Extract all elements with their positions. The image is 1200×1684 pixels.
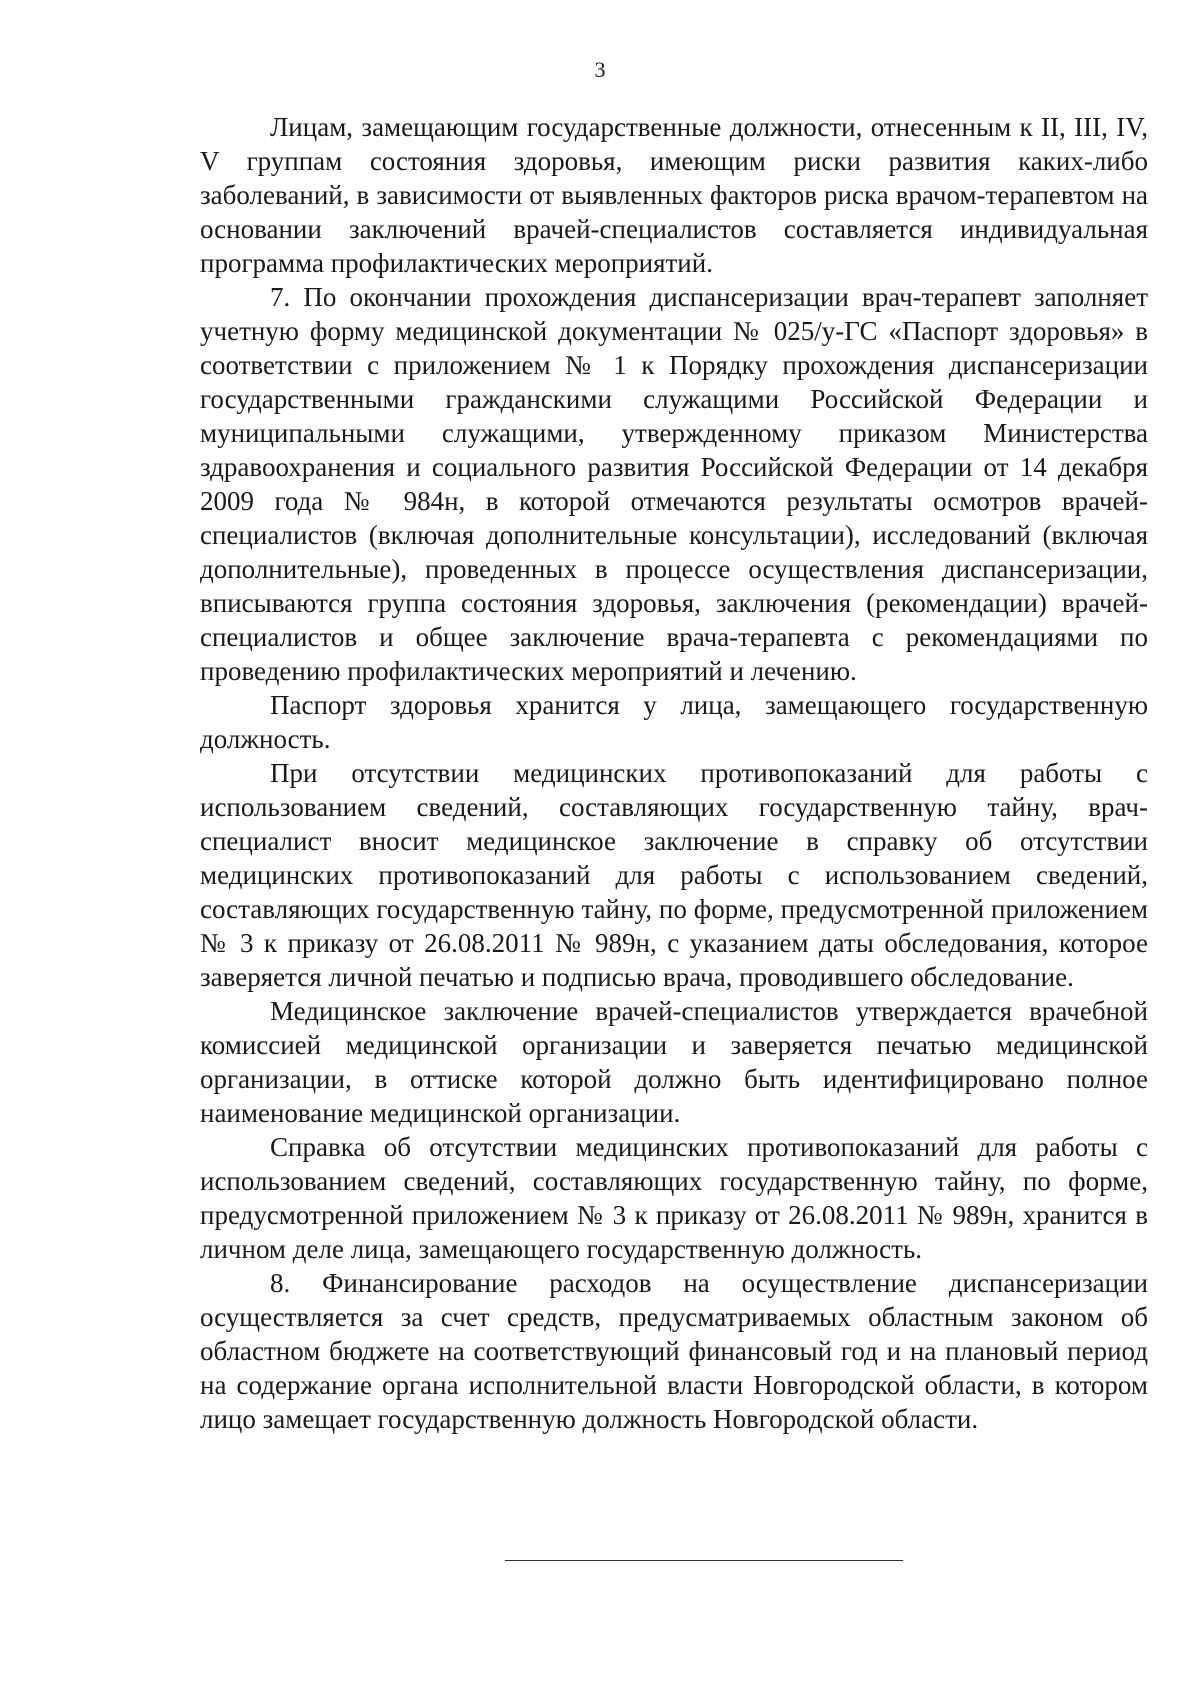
paragraph-item-7-health-passport-form: 7. По окончании прохождения диспансеризации врач-терапевт заполняет учетную форму медицинской документации № 025/у-ГС «Паспорт здоровья» в соответствии с приложением № 1 к Порядку прохождения диспансеризации государственными гражданскими служащими Российской Федерации и муниципальными служащими, утвержденному приказом Министерства здравоохранения и социального развития Российской Федерации от 14 декабря 2009 года № 984н, в которой отмечаются результаты осмотров врачей-специалистов (включая дополнительные консультации), исследований (включая дополнительные), проведенных в процессе осуществления диспансеризации, вписываются группа состояния здоровья, заключения (рекомендации) врачей-специалистов и общее заключение врача-терапевта с рекомендациями по проведению профилактических мероприятий и лечению. (200, 282, 1148, 686)
end-of-document-rule (505, 1560, 903, 1561)
page-number: 3 (594, 57, 606, 82)
paragraph-medical-conclusion-approval: Медицинское заключение врачей-специалистов утверждается врачебной комиссией медицинской организации и заверяется печатью медицинской организации, в оттиске которой должно быть идентифицировано полное наименование медицинской организации. (200, 996, 1148, 1128)
paragraph-passport-storage: Паспорт здоровья хранится у лица, замещающего государственную должность. (200, 690, 1148, 754)
document-body (200, 110, 1148, 1436)
paragraph-state-secret-certificate: При отсутствии медицинских противопоказаний для работы с использованием сведений, составляющих государственную тайну, врач-специалист вносит медицинское заключение в справку об отсутствии медицинских противопоказаний для работы с использованием сведений, составляющих государственную тайну, по форме, предусмотренной приложением № 3 к приказу от 26.08.2011 № 989н, с указанием даты обследования, которое заверяется личной печатью и подписью врача, проводившего обследование. (200, 758, 1148, 992)
paragraph-item-8-financing: 8. Финансирование расходов на осуществление диспансеризации осуществляется за счет средств, предусматриваемых областным законом об областном бюджете на соответствующий финансовый год и на плановый период на содержание органа исполнительной власти Новгородской области, в котором лицо замещает государственную должность Новгородской области. (200, 1268, 1148, 1434)
paragraph-certificate-storage: Справка об отсутствии медицинских противопоказаний для работы с использованием сведений, составляющих государственную тайну, по форме, предусмотренной приложением № 3 к приказу от 26.08.2011 № 989н, хранится в личном деле лица, замещающего государственную должность. (200, 1132, 1148, 1264)
paragraph-individual-program: Лицам, замещающим государственные должности, отнесенным к II, III, IV, V группам состояния здоровья, имеющим риски развития каких-либо заболеваний, в зависимости от выявленных факторов риска врачом-терапевтом на основании заключений врачей-специалистов составляется индивидуальная программа профилактических мероприятий. (200, 112, 1148, 278)
